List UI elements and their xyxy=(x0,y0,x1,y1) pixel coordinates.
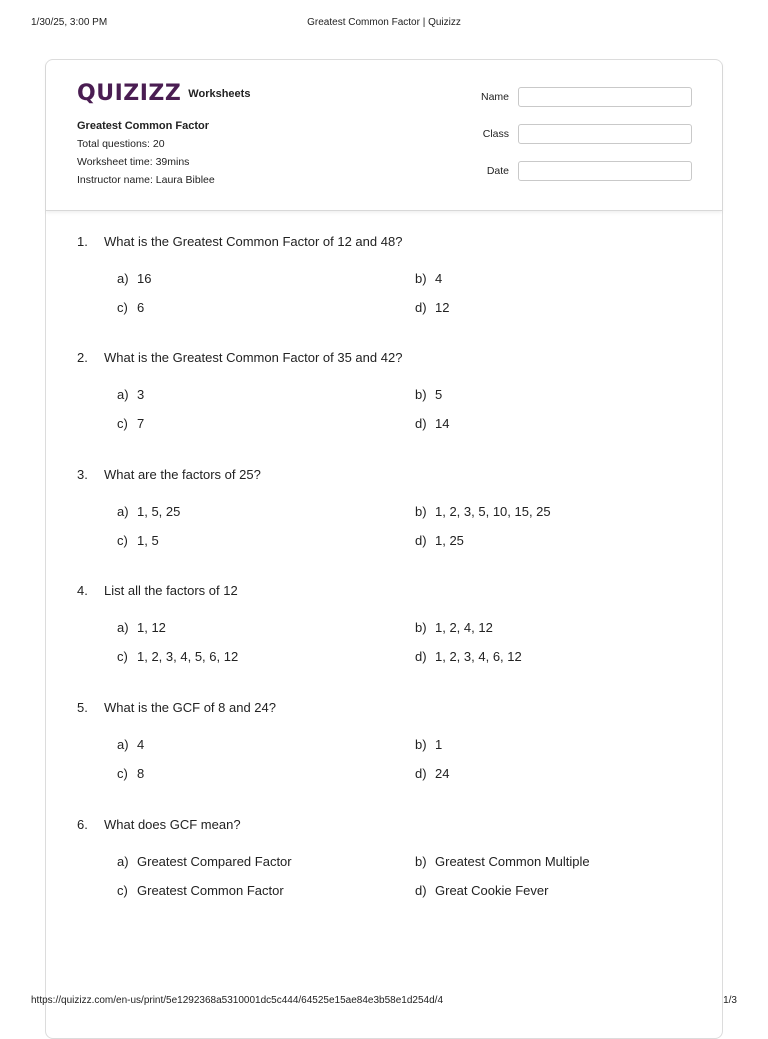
answer-option xyxy=(415,766,449,781)
option-text: 1, 5 xyxy=(137,533,159,548)
print-date: 1/30/25, 3:00 PM xyxy=(31,17,108,28)
option-text: 16 xyxy=(137,271,152,286)
worksheet-time: Worksheet time: 39mins xyxy=(77,156,190,168)
option-text: 3 xyxy=(137,387,145,402)
option-text: 6 xyxy=(137,300,145,315)
option-text: 5 xyxy=(435,387,443,402)
option-text: 1, 2, 3, 4, 6, 12 xyxy=(435,649,522,664)
date-label: Date xyxy=(486,165,509,177)
page-url: https://quizizz.com/en-us/print/5e1292368a5310001dc5c444/64525e15ae84e3b58e1d254d/4 xyxy=(31,995,444,1006)
option-text: Greatest Compared Factor xyxy=(137,854,292,869)
answer-option xyxy=(415,271,442,286)
question-number: 5. xyxy=(77,700,88,715)
option-letter: d) xyxy=(415,533,427,548)
question-number: 1. xyxy=(77,234,88,249)
answer-option xyxy=(117,620,166,635)
option-letter: a) xyxy=(117,271,129,286)
option-letter: c) xyxy=(117,766,128,781)
option-letter: d) xyxy=(415,300,427,315)
option-text: 1, 5, 25 xyxy=(137,504,181,519)
question-text: What is the GCF of 8 and 24? xyxy=(104,700,276,715)
option-text: Great Cookie Fever xyxy=(435,883,549,898)
answer-option xyxy=(117,649,238,664)
answer-option xyxy=(117,300,144,315)
answer-option xyxy=(415,533,464,548)
question-number: 4. xyxy=(77,583,88,598)
worksheet-title: Greatest Common Factor xyxy=(77,120,210,132)
print-footer xyxy=(31,995,737,1009)
class-label: Class xyxy=(482,128,509,140)
date-field[interactable] xyxy=(518,161,692,181)
answer-option xyxy=(117,416,144,431)
worksheet-header xyxy=(46,60,722,211)
option-text: 8 xyxy=(137,766,145,781)
answer-option xyxy=(117,271,151,286)
total-questions: Total questions: 20 xyxy=(77,138,165,150)
answer-option xyxy=(415,504,551,519)
option-letter: d) xyxy=(415,416,427,431)
question-number: 3. xyxy=(77,467,88,482)
class-field[interactable] xyxy=(518,124,692,144)
answer-option xyxy=(415,854,590,869)
answer-option xyxy=(117,533,159,548)
answer-option xyxy=(117,883,284,898)
option-letter: b) xyxy=(415,271,427,286)
option-text: 1 xyxy=(435,737,443,752)
print-header xyxy=(31,17,737,31)
option-letter: a) xyxy=(117,854,129,869)
option-text: 1, 2, 3, 5, 10, 15, 25 xyxy=(435,504,551,519)
option-letter: a) xyxy=(117,387,129,402)
question-text: What is the Greatest Common Factor of 12 and 48? xyxy=(104,234,403,249)
option-text: 4 xyxy=(137,737,145,752)
option-letter: c) xyxy=(117,883,128,898)
quizizz-logo: QUIZIZZ xyxy=(77,81,182,106)
answer-option xyxy=(117,766,144,781)
option-letter: c) xyxy=(117,416,128,431)
question-number: 2. xyxy=(77,350,88,365)
question-text: What does GCF mean? xyxy=(104,817,241,832)
answer-option xyxy=(415,416,449,431)
option-text: 14 xyxy=(435,416,450,431)
option-letter: d) xyxy=(415,766,427,781)
answer-option xyxy=(415,737,442,752)
answer-option xyxy=(117,387,144,402)
option-text: 1, 25 xyxy=(435,533,464,548)
option-letter: a) xyxy=(117,504,129,519)
option-letter: d) xyxy=(415,649,427,664)
option-letter: b) xyxy=(415,504,427,519)
option-text: 24 xyxy=(435,766,450,781)
brand xyxy=(77,81,250,106)
answer-option xyxy=(117,504,180,519)
answer-option xyxy=(415,649,522,664)
option-text: 1, 12 xyxy=(137,620,166,635)
brand-subtitle: Worksheets xyxy=(188,87,251,100)
option-text: 1, 2, 4, 12 xyxy=(435,620,493,635)
option-text: 7 xyxy=(137,416,145,431)
print-title: Greatest Common Factor | Quizizz xyxy=(307,17,461,28)
option-text: 12 xyxy=(435,300,450,315)
name-field[interactable] xyxy=(518,87,692,107)
option-text: 4 xyxy=(435,271,443,286)
option-letter: c) xyxy=(117,533,128,548)
question-number: 6. xyxy=(77,817,88,832)
option-letter: a) xyxy=(117,737,129,752)
instructor-name: Instructor name: Laura Biblee xyxy=(77,174,215,186)
answer-option xyxy=(415,300,449,315)
answer-option xyxy=(117,854,292,869)
option-text: Greatest Common Multiple xyxy=(435,854,590,869)
answer-option xyxy=(415,883,548,898)
name-label: Name xyxy=(480,91,509,103)
option-letter: a) xyxy=(117,620,129,635)
worksheet-page xyxy=(45,59,723,1039)
answer-option xyxy=(415,387,442,402)
page-number: 1/3 xyxy=(723,995,737,1006)
option-letter: b) xyxy=(415,854,427,869)
answer-option xyxy=(415,620,493,635)
answer-option xyxy=(117,737,144,752)
option-letter: b) xyxy=(415,620,427,635)
option-letter: c) xyxy=(117,300,128,315)
option-letter: b) xyxy=(415,387,427,402)
option-letter: b) xyxy=(415,737,427,752)
option-letter: d) xyxy=(415,883,427,898)
option-text: 1, 2, 3, 4, 5, 6, 12 xyxy=(137,649,239,664)
question-text: What are the factors of 25? xyxy=(104,467,261,482)
option-letter: c) xyxy=(117,649,128,664)
question-text: List all the factors of 12 xyxy=(104,583,238,598)
option-text: Greatest Common Factor xyxy=(137,883,284,898)
question-text: What is the Greatest Common Factor of 35 and 42? xyxy=(104,350,403,365)
